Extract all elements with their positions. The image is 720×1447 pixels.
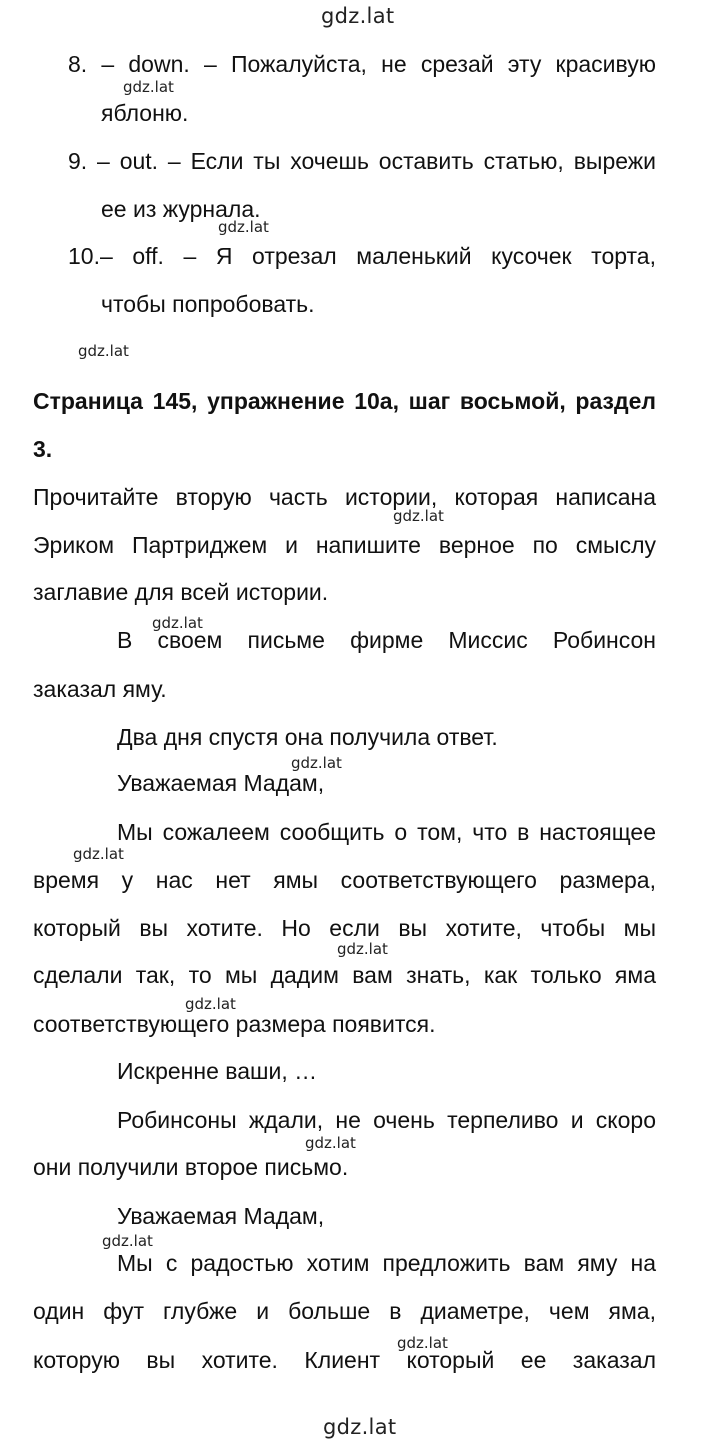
story-paragraph-1-line-1: В своем письме фирме Миссис Робинсон <box>117 627 656 653</box>
watermark: gdz.lat <box>152 614 203 632</box>
watermark: gdz.lat <box>393 507 444 525</box>
watermark-top: gdz.lat <box>321 4 395 28</box>
watermark: gdz.lat <box>102 1232 153 1250</box>
story-paragraph-6-line-1: Робинсоны ждали, не очень терпеливо и скоро <box>117 1107 656 1133</box>
watermark: gdz.lat <box>305 1134 356 1152</box>
story-paragraph-1-line-2: заказал яму. <box>33 676 167 702</box>
story-paragraph-8-line-3: которую вы хотите. Клиент который ее заказал <box>33 1347 656 1373</box>
story-signoff: Искренне ваши, … <box>117 1058 318 1084</box>
watermark: gdz.lat <box>291 754 342 772</box>
answer-9-line-1: 9. – out. – Если ты хочешь оставить статью, вырежи <box>68 148 656 174</box>
story-paragraph-6-line-2: они получили второе письмо. <box>33 1154 349 1180</box>
story-paragraph-2: Два дня спустя она получила ответ. <box>117 724 498 750</box>
answer-8-line-2: яблоню. <box>101 100 189 126</box>
task-line-3: заглавие для всей истории. <box>33 579 329 605</box>
section-heading-continued: 3. <box>33 436 53 462</box>
watermark: gdz.lat <box>123 78 174 96</box>
answer-10-line-1: 10.– off. – Я отрезал маленький кусочек торта, <box>68 243 656 269</box>
watermark: gdz.lat <box>218 218 269 236</box>
task-line-2: Эриком Партриджем и напишите верное по смыслу <box>33 532 656 558</box>
story-paragraph-8-line-2: один фут глубже и больше в диаметре, чем яма, <box>33 1298 656 1324</box>
story-paragraph-4-line-2: время у нас нет ямы соответствующего размера, <box>33 867 656 893</box>
watermark: gdz.lat <box>185 995 236 1013</box>
answer-8-line-1: 8. – down. – Пожалуйста, не срезай эту красивую <box>68 51 656 77</box>
section-heading: Страница 145, упражнение 10a, шаг восьмой, раздел <box>33 388 656 414</box>
task-line-1: Прочитайте вторую часть истории, которая написана <box>33 484 656 510</box>
story-paragraph-4-line-3: который вы хотите. Но если вы хотите, чтобы мы <box>33 915 656 941</box>
story-paragraph-4-line-4: сделали так, то мы дадим вам знать, как только яма <box>33 962 656 988</box>
watermark: gdz.lat <box>397 1334 448 1352</box>
story-paragraph-8-line-1: Мы с радостью хотим предложить вам яму на <box>117 1250 656 1276</box>
watermark: gdz.lat <box>78 342 129 360</box>
watermark-bottom: gdz.lat <box>323 1415 397 1439</box>
story-salutation-2: Уважаемая Мадам, <box>117 1203 325 1229</box>
watermark: gdz.lat <box>337 940 388 958</box>
watermark: gdz.lat <box>73 845 124 863</box>
answer-9-line-2: ее из журнала. <box>101 196 261 222</box>
answer-10-line-2: чтобы попробовать. <box>101 291 315 317</box>
story-paragraph-4-line-5: соответствующего размера появится. <box>33 1011 436 1037</box>
story-paragraph-4-line-1: Мы сожалеем сообщить о том, что в настоящее <box>117 819 656 845</box>
story-salutation-1: Уважаемая Мадам, <box>117 770 325 796</box>
